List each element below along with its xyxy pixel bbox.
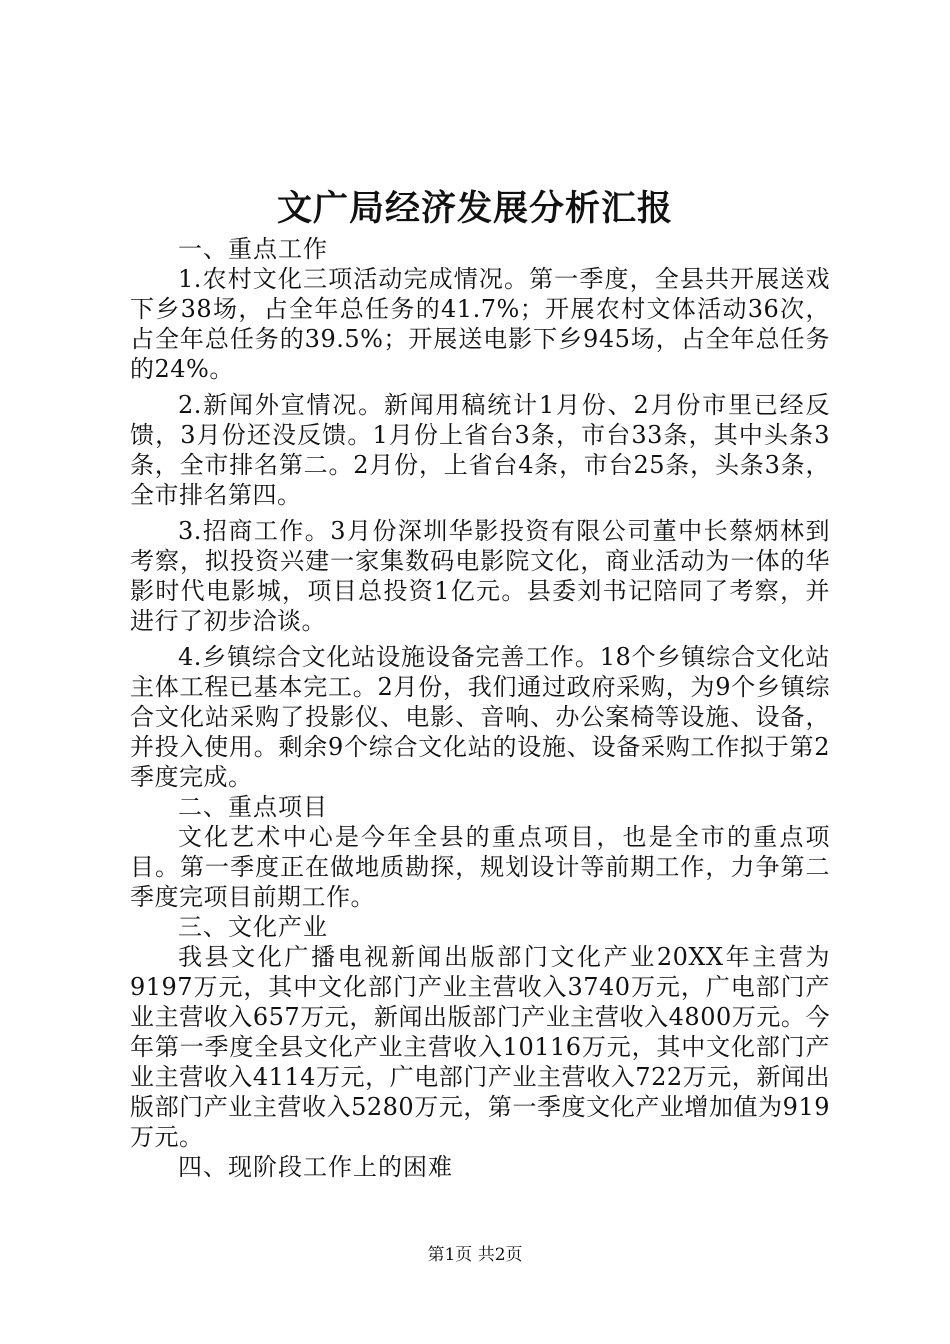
paragraph: 2.新闻外宣情况。新闻用稿统计1月份、2月份市里已经反馈，3月份还没反馈。1月份上省台3条，市台33条，其中头条3条，全市排名第二。2月份，上省台4条，市台25条，头条3条，全市排名第四。 [130,391,830,509]
paragraph: 文化艺术中心是今年全县的重点项目，也是全市的重点项目。第一季度正在做地质勘探，规划设计等前期工作，力争第二季度完项目前期工作。 [130,823,830,911]
paragraph: 1.农村文化三项活动完成情况。第一季度，全县共开展送戏下乡38场，占全年总任务的41.7%；开展农村文体活动36次，占全年总任务的39.5%；开展送电影下乡945场，占全年总任务的24%。 [130,265,830,383]
section-heading: 四、现阶段工作上的困难 [178,1153,453,1181]
page-footer: 第1页 共2页 [427,1245,523,1265]
section-heading: 一、重点工作 [178,235,328,263]
document-body [130,234,830,1182]
paragraph: 3.招商工作。3月份深圳华影投资有限公司董中长蔡炳林到考察，拟投资兴建一家集数码电影院文化，商业活动为一体的华影时代电影城，项目总投资1亿元。县委刘书记陪同了考察，并进行了初步洽谈。 [130,517,830,635]
document-title: 文广局经济发展分析汇报 [276,188,673,229]
paragraph: 4.乡镇综合文化站设施设备完善工作。18个乡镇综合文化站主体工程已基本完工。2月份，我们通过政府采购，为9个乡镇综合文化站采购了投影仪、电影、音响、办公案椅等设施、设备，并投入使用。剩余9个综合文化站的设施、设备采购工作拟于第2季度完成。 [130,643,830,791]
section-heading: 三、文化产业 [178,913,328,941]
section-heading: 二、重点项目 [178,793,328,821]
paragraph: 我县文化广播电视新闻出版部门文化产业20XX年主营为9197万元，其中文化部门产业主营收入3740万元，广电部门产业主营收入657万元，新闻出版部门产业主营收入4800万元。今年第一季度全县文化产业主营收入10116万元，其中文化部门产业主营收入4114万元，广电部门产业主营收入722万元，新闻出版部门产业主营收入5280万元，第一季度文化产业增加值为919万元。 [130,943,830,1151]
